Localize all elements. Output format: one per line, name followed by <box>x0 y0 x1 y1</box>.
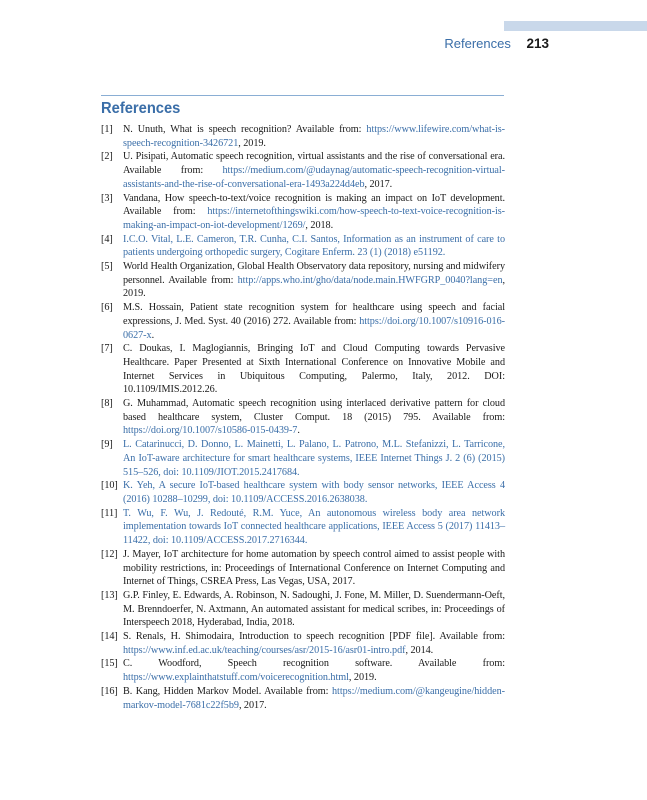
reference-text: U. Pisipati, Automatic speech recognition, virtual assistants and the rise of conversational era. Available from: <box>123 151 505 177</box>
reference-text: , 2014. <box>405 644 434 656</box>
reference-number: [5] <box>101 261 113 273</box>
reference-text: C. Doukas, I. Maglogiannis, Bringing IoT and Cloud Computing towards Pervasive Healthcare. Paper Presented at Sixth International Conference on Innovative Mobile and Internet Services in Ubiquitous Computing, Palermo, Italy, 2012. DOI: 10.1109/IMIS.2012.26. <box>123 343 505 396</box>
reference-item <box>101 589 505 630</box>
reference-number: [13] <box>101 589 118 601</box>
reference-link[interactable]: https://www.explainthatstuff.com/voicerecognition.html <box>123 672 349 684</box>
reference-item <box>101 657 505 684</box>
reference-number: [12] <box>101 548 118 560</box>
reference-number: [3] <box>101 192 113 204</box>
reference-item <box>101 123 505 150</box>
reference-item <box>101 342 505 397</box>
header-accent-bar <box>504 21 647 31</box>
reference-number: [16] <box>101 685 118 697</box>
reference-item <box>101 479 505 506</box>
reference-link[interactable]: https://www.lifewire.com/what-is-speech-recognition-3426721 <box>123 124 505 149</box>
reference-link[interactable]: T. Wu, F. Wu, J. Redouté, R.M. Yuce, An autonomous wireless body area network implementation towards IoT connected healthcare applications, IEEE Access 5 (2017) 11413–11422, doi: 10.1109/ACCESS.2017.2716344. <box>123 507 505 547</box>
reference-text: , 2019. <box>348 672 377 684</box>
reference-number: [6] <box>101 302 113 314</box>
reference-item <box>101 233 505 260</box>
reference-text: , 2019. <box>123 274 505 300</box>
reference-item <box>101 192 505 233</box>
reference-number: [14] <box>101 631 118 643</box>
reference-item <box>101 301 505 342</box>
reference-number: [1] <box>101 124 113 135</box>
reference-link[interactable]: I.C.O. Vital, L.E. Cameron, T.R. Cunha, C.I. Santos, Information as an instrument of care to patients undergoing orthopedic surgery, Cogitare Enferm. 23 (1) (2018) e51192. <box>123 233 505 259</box>
reference-link[interactable]: https://medium.com/@udaynag/automatic-speech-recognition-virtual-assistants-and-the-rise-of-conversational-era-1493a224d4eb <box>123 165 505 190</box>
reference-number: [10] <box>101 480 118 492</box>
reference-text: N. Unuth, What is speech recognition? Available from: <box>123 124 367 135</box>
reference-number: [4] <box>101 233 113 245</box>
reference-text: C. Woodford, Speech recognition software. Available from: <box>123 658 505 670</box>
reference-text: B. Kang, Hidden Markov Model. Available from: <box>123 685 332 697</box>
section-title: References <box>101 100 181 117</box>
page-number: 213 <box>526 36 549 51</box>
reference-text: S. Renals, H. Shimodaira, Introduction to speech recognition [PDF file]. Available from: <box>123 631 505 643</box>
reference-number: [2] <box>101 151 113 163</box>
reference-item <box>101 260 505 301</box>
reference-text: G.P. Finley, E. Edwards, A. Robinson, N. Sadoughi, J. Fone, M. Miller, D. Suendermann-Oeft, M. Brenndoerfer, N. Axtmann, An automated assistant for medical scribes, in: Proceedings of Interspeech 2018, Hyderabad, India, 2018. <box>123 589 505 629</box>
reference-item <box>101 630 505 657</box>
reference-text: , 2017. <box>238 699 267 711</box>
reference-link[interactable]: https://medium.com/@kangeugine/hidden-markov-model-7681c22f5b9 <box>123 685 505 711</box>
reference-link[interactable]: https://doi.org/10.1007/s10916-016-0627-x <box>123 315 505 341</box>
running-header <box>444 36 549 51</box>
reference-item <box>101 507 505 548</box>
reference-link[interactable]: https://internetofthingswiki.com/how-speech-to-text-voice-recognition-is-making-an-impact-on-iot-development/1269/ <box>123 206 505 231</box>
reference-text: Vandana, How speech-to-text/voice recognition is making an impact on IoT development. Available from: <box>123 192 505 218</box>
running-title: References <box>444 36 511 51</box>
reference-item <box>101 548 505 589</box>
reference-item <box>101 397 505 438</box>
reference-number: [8] <box>101 398 113 410</box>
reference-item <box>101 438 505 479</box>
reference-number: [9] <box>101 439 113 451</box>
reference-number: [11] <box>101 507 118 519</box>
reference-list <box>101 123 505 712</box>
reference-number: [7] <box>101 343 113 355</box>
reference-link[interactable]: https://www.inf.ed.ac.uk/teaching/courses/asr/2015-16/asr01-intro.pdf <box>123 644 406 656</box>
reference-item <box>101 685 505 712</box>
reference-text: World Health Organization, Global Health Observatory data repository, nursing and midwifery personnel. Available from: <box>123 261 505 286</box>
reference-text: G. Muhammad, Automatic speech recognition using interlaced derivative pattern for cloud based healthcare system, Cluster Comput. 18 (2015) 795. Available from: <box>123 398 505 423</box>
reference-text: . <box>151 329 155 341</box>
reference-number: [15] <box>101 658 118 670</box>
reference-link[interactable]: L. Catarinucci, D. Donno, L. Mainetti, L. Palano, L. Patrono, M.L. Stefanizzi, L. Tarricone, An IoT-aware architecture for smart healthcare systems, IEEE Internet Things J. 2 (6) (2015) 515–526, doi: 10.1109/JIOT.2015.2417684. <box>123 439 505 478</box>
reference-text: , 2017. <box>364 178 393 190</box>
section-rule <box>101 95 504 96</box>
reference-link[interactable]: http://apps.who.int/gho/data/node.main.HWFGRP_0040?lang=en <box>237 274 503 286</box>
reference-link[interactable]: K. Yeh, A secure IoT-based healthcare system with body sensor networks, IEEE Access 4 (2016) 10288–10299, doi: 10.1109/ACCESS.2016.2638038. <box>123 480 505 505</box>
reference-text: M.S. Hossain, Patient state recognition system for healthcare using speech and facial expressions, J. Med. Syst. 40 (2016) 272. Available from: <box>123 302 505 327</box>
reference-text: , 2018. <box>305 219 334 231</box>
reference-text: , 2019. <box>238 137 266 149</box>
reference-item <box>101 150 505 191</box>
reference-text: . <box>297 425 300 437</box>
reference-link[interactable]: https://doi.org/10.1007/s10586-015-0439-7 <box>123 425 298 437</box>
reference-text: J. Mayer, IoT architecture for home automation by speech control aimed to assist people with mobility restrictions, in: Proceedings of International Conference on Internet Computing and Internet of Things, CSREA Press, Las Vegas, USA, 2017. <box>123 548 505 588</box>
